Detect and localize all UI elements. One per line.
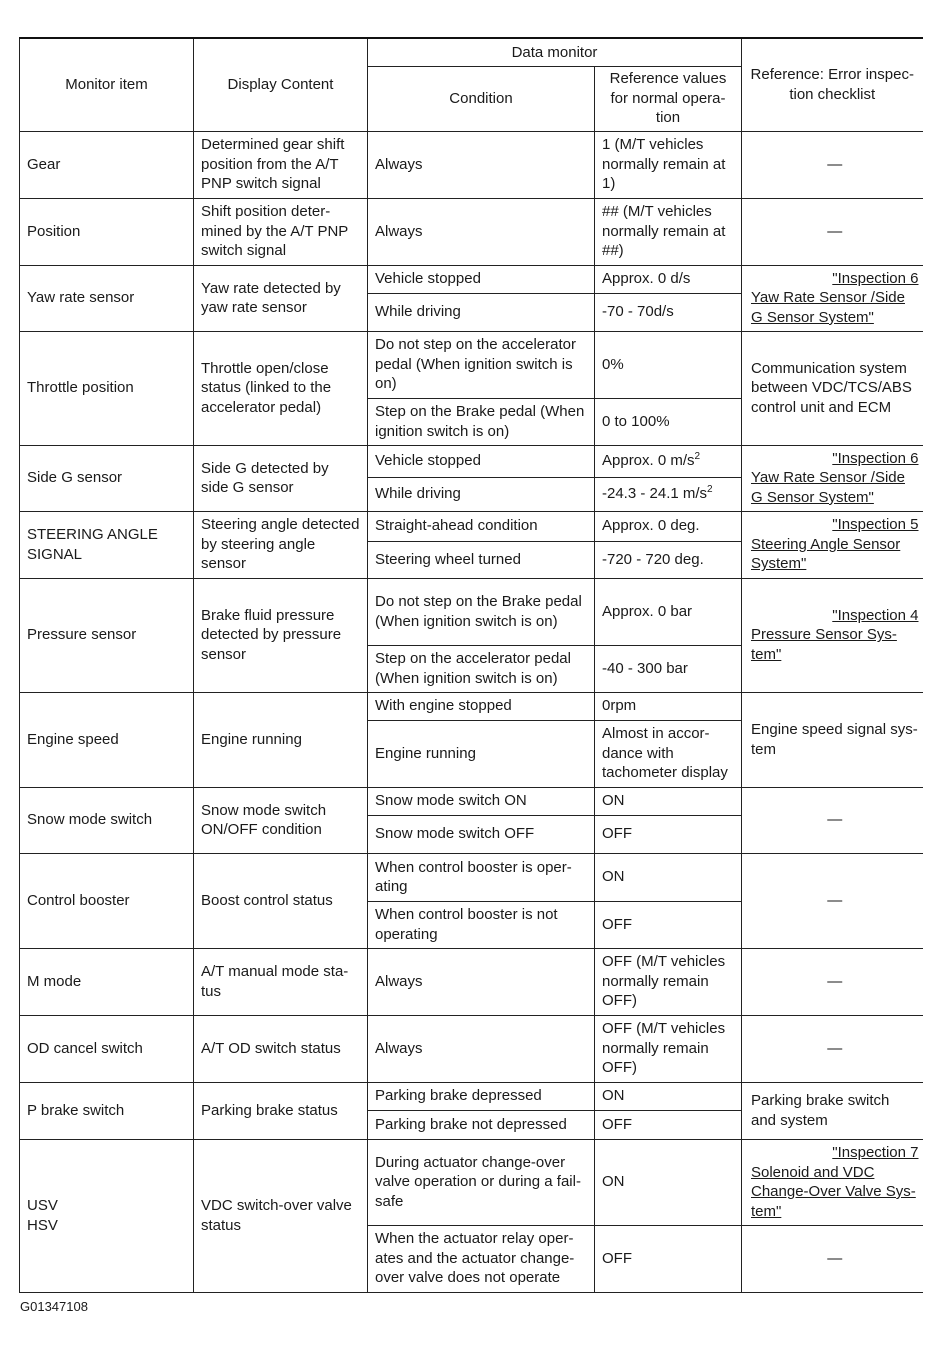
error-reference: Communication system between VDC/TCS/ABS control unit and ECM bbox=[742, 331, 923, 445]
header-data-monitor: Data monitor bbox=[368, 38, 742, 66]
table-row bbox=[20, 1082, 923, 1110]
header-reference-error: Reference: Error inspec-tion checklist bbox=[742, 38, 923, 131]
error-reference: — bbox=[742, 787, 923, 853]
inspection-link-title[interactable]: "Inspection 6 bbox=[832, 449, 919, 467]
error-reference: Engine speed signal sys-tem bbox=[742, 692, 923, 787]
error-reference-link[interactable] bbox=[742, 445, 923, 511]
reference-value: ON bbox=[595, 1139, 742, 1225]
inspection-link-text[interactable]: Yaw Rate Sensor /Side G Sensor System" bbox=[751, 289, 905, 326]
condition: Snow mode switch ON bbox=[368, 787, 595, 815]
reference-value: Approx. 0 bar bbox=[595, 578, 742, 645]
error-reference: — bbox=[742, 1225, 923, 1292]
superscript: 2 bbox=[707, 484, 713, 496]
condition: Steering wheel turned bbox=[368, 541, 595, 578]
condition: Vehicle stopped bbox=[368, 445, 595, 477]
monitor-item: OD cancel switch bbox=[20, 1015, 194, 1082]
table-row bbox=[20, 198, 923, 265]
table-row bbox=[20, 511, 923, 541]
reference-value: OFF bbox=[595, 901, 742, 948]
table-row bbox=[20, 1139, 923, 1225]
condition: Parking brake not depressed bbox=[368, 1110, 595, 1139]
condition: Always bbox=[368, 948, 595, 1015]
condition: Do not step on the Brake pedal (When ignition switch is on) bbox=[368, 578, 595, 645]
inspection-link-title[interactable]: "Inspection 4 bbox=[832, 606, 919, 624]
reference-value: 0 to 100% bbox=[595, 398, 742, 445]
display-content: Shift position deter-mined by the A/T PNP switch signal bbox=[194, 198, 368, 265]
display-content: Engine running bbox=[194, 692, 368, 787]
reference-value bbox=[595, 477, 742, 511]
reference-value: -70 - 70d/s bbox=[595, 293, 742, 331]
monitor-item: Engine speed bbox=[20, 692, 194, 787]
table-row bbox=[20, 692, 923, 720]
condition: Parking brake depressed bbox=[368, 1082, 595, 1110]
error-reference: — bbox=[742, 198, 923, 265]
reference-value: Approx. 0 deg. bbox=[595, 511, 742, 541]
reference-value: -720 - 720 deg. bbox=[595, 541, 742, 578]
table-row bbox=[20, 265, 923, 293]
condition: Snow mode switch OFF bbox=[368, 815, 595, 853]
error-reference-link[interactable] bbox=[742, 265, 923, 331]
error-reference: — bbox=[742, 131, 923, 198]
condition: Vehicle stopped bbox=[368, 265, 595, 293]
inspection-link-text[interactable]: Pressure Sensor Sys-tem" bbox=[751, 626, 897, 663]
reference-value: OFF bbox=[595, 1110, 742, 1139]
inspection-link-title[interactable]: "Inspection 6 bbox=[832, 269, 919, 287]
reference-value: Approx. 0 d/s bbox=[595, 265, 742, 293]
display-content: A/T OD switch status bbox=[194, 1015, 368, 1082]
condition: When control booster is oper-ating bbox=[368, 853, 595, 901]
monitor-item: P brake switch bbox=[20, 1082, 194, 1139]
display-content: Side G detected by side G sensor bbox=[194, 445, 368, 511]
display-content: A/T manual mode sta-tus bbox=[194, 948, 368, 1015]
monitor-item: Side G sensor bbox=[20, 445, 194, 511]
display-content: Steering angle detected by steering angle sensor bbox=[194, 511, 368, 578]
header-display-content: Display Content bbox=[194, 38, 368, 131]
reference-value: ## (M/T vehicles normally remain at ##) bbox=[595, 198, 742, 265]
condition: Always bbox=[368, 198, 595, 265]
condition: During actuator change-over valve operation or during a fail-safe bbox=[368, 1139, 595, 1225]
error-reference: Parking brake switch and system bbox=[742, 1082, 923, 1139]
reference-value: OFF (M/T vehicles normally remain OFF) bbox=[595, 1015, 742, 1082]
reference-value: ON bbox=[595, 853, 742, 901]
table-row bbox=[20, 331, 923, 398]
header-reference-values: Reference values for normal opera-tion bbox=[595, 66, 742, 131]
value-text: Approx. 0 m/s bbox=[602, 452, 695, 470]
condition: When the actuator relay oper-ates and the actuator change-over valve does not operate bbox=[368, 1225, 595, 1292]
monitor-item: Snow mode switch bbox=[20, 787, 194, 853]
reference-value: OFF bbox=[595, 1225, 742, 1292]
inspection-link-title[interactable]: "Inspection 7 bbox=[832, 1144, 919, 1161]
condition: Straight-ahead condition bbox=[368, 511, 595, 541]
condition: Engine running bbox=[368, 720, 595, 787]
condition: With engine stopped bbox=[368, 692, 595, 720]
condition: When control booster is not operating bbox=[368, 901, 595, 948]
monitor-item: Pressure sensor bbox=[20, 578, 194, 692]
monitor-item: STEERING ANGLE SIGNAL bbox=[20, 511, 194, 578]
header-monitor-item: Monitor item bbox=[20, 38, 194, 131]
table-row bbox=[20, 578, 923, 645]
monitor-item: Control booster bbox=[20, 853, 194, 948]
display-content: Yaw rate detected by yaw rate sensor bbox=[194, 265, 368, 331]
condition: Always bbox=[368, 131, 595, 198]
error-reference: — bbox=[742, 1015, 923, 1082]
reference-value: OFF (M/T vehicles normally remain OFF) bbox=[595, 948, 742, 1015]
table-row bbox=[20, 445, 923, 477]
display-content: VDC switch-over valve status bbox=[194, 1139, 368, 1292]
monitor-item: Yaw rate sensor bbox=[20, 265, 194, 331]
reference-value: OFF bbox=[595, 815, 742, 853]
reference-value: 0rpm bbox=[595, 692, 742, 720]
monitor-item: USV HSV bbox=[20, 1139, 194, 1292]
superscript: 2 bbox=[694, 451, 701, 463]
display-content: Parking brake status bbox=[194, 1082, 368, 1139]
reference-value: -40 - 300 bar bbox=[595, 645, 742, 692]
table-row bbox=[20, 787, 923, 815]
condition: Step on the Brake pedal (When ignition switch is on) bbox=[368, 398, 595, 445]
data-monitor-table bbox=[19, 37, 923, 1293]
error-reference-link[interactable] bbox=[742, 1139, 923, 1225]
table-row bbox=[20, 131, 923, 198]
table-row bbox=[20, 948, 923, 1015]
condition: Always bbox=[368, 1015, 595, 1082]
condition: Step on the accelerator pedal (When ignition switch is on) bbox=[368, 645, 595, 692]
error-reference: — bbox=[742, 948, 923, 1015]
display-content: Brake fluid pressure detected by pressure sensor bbox=[194, 578, 368, 692]
display-content: Boost control status bbox=[194, 853, 368, 948]
figure-code: G01347108 bbox=[20, 1299, 88, 1314]
error-reference-link[interactable] bbox=[742, 511, 923, 578]
reference-value: ON bbox=[595, 787, 742, 815]
error-reference-link[interactable] bbox=[742, 578, 923, 692]
reference-value bbox=[595, 445, 742, 477]
inspection-link-text[interactable]: Yaw Rate Sensor /Side G Sensor System" bbox=[751, 469, 905, 506]
monitor-item: Position bbox=[20, 198, 194, 265]
condition: Do not step on the accelerator pedal (When ignition switch is on) bbox=[368, 331, 595, 398]
inspection-link-text[interactable]: Solenoid and VDC Change-Over Valve Sys-tem" bbox=[751, 1163, 916, 1220]
condition: While driving bbox=[368, 477, 595, 511]
inspection-link-title[interactable]: "Inspection 5 bbox=[832, 516, 919, 534]
table-row bbox=[20, 853, 923, 901]
display-content: Throttle open/close status (linked to the accelerator pedal) bbox=[194, 331, 368, 445]
display-content: Determined gear shift position from the A/T PNP switch signal bbox=[194, 131, 368, 198]
reference-value: 0% bbox=[595, 331, 742, 398]
monitor-item: M mode bbox=[20, 948, 194, 1015]
header-condition: Condition bbox=[368, 66, 595, 131]
value-text: -24.3 - 24.1 m/s bbox=[602, 485, 708, 503]
reference-value: ON bbox=[595, 1082, 742, 1110]
header-row bbox=[20, 38, 923, 66]
table-row bbox=[20, 1015, 923, 1082]
reference-value: Almost in accor-dance with tachometer display bbox=[595, 720, 742, 787]
condition: While driving bbox=[368, 293, 595, 331]
error-reference: — bbox=[742, 853, 923, 948]
reference-value: 1 (M/T vehicles normally remain at 1) bbox=[595, 131, 742, 198]
monitor-item: Gear bbox=[20, 131, 194, 198]
monitor-item: Throttle position bbox=[20, 331, 194, 445]
inspection-link-text[interactable]: Steering Angle Sensor System" bbox=[751, 535, 901, 573]
display-content: Snow mode switch ON/OFF condition bbox=[194, 787, 368, 853]
